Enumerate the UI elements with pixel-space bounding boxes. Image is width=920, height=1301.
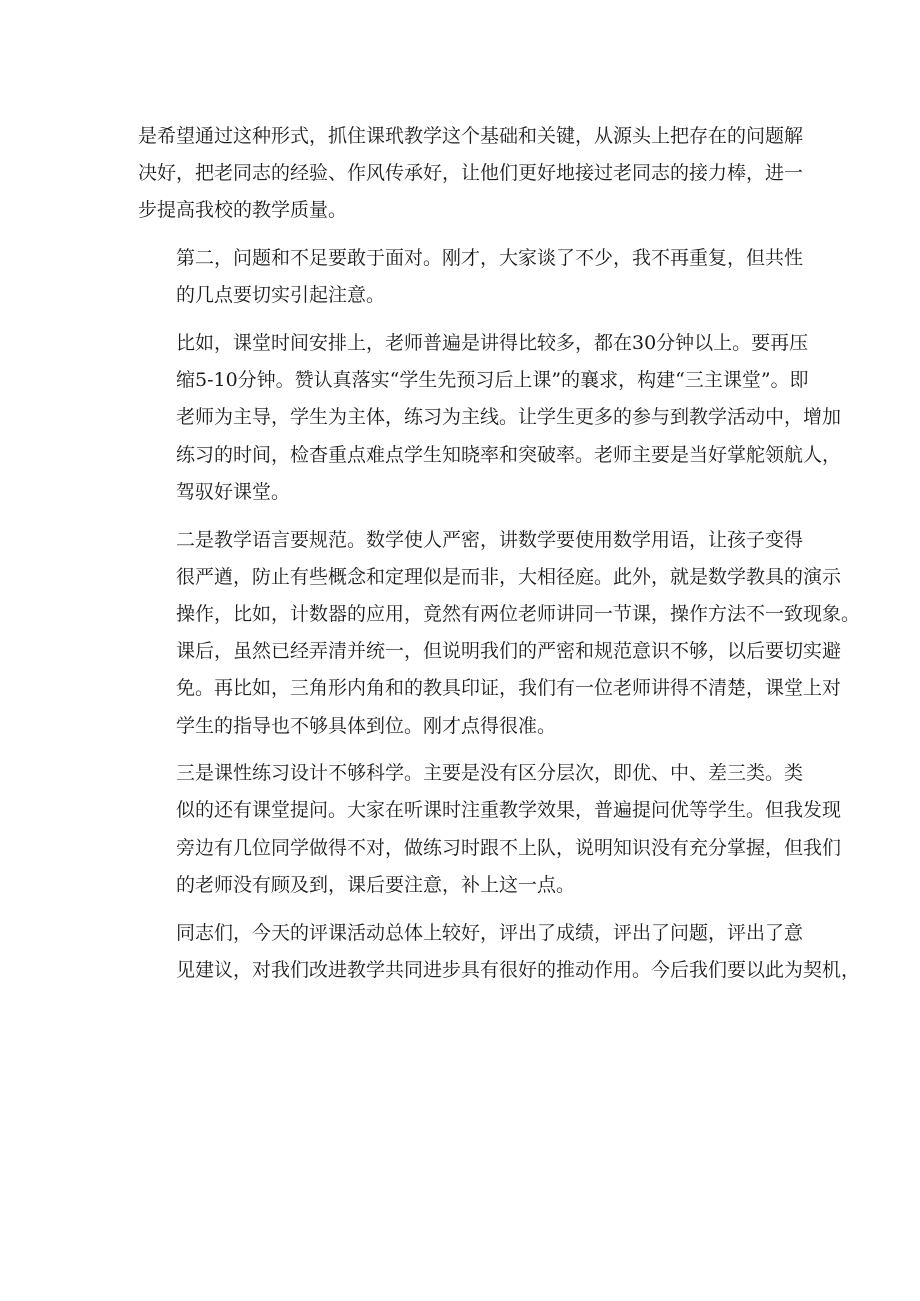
paragraph-line: 老师为主导，学生为主体，练习为主线。让学生更多的参与到教学活动中，增加 xyxy=(176,406,842,429)
paragraph-line: 似的还有课堂提问。大家在听课时注重教学效果，普遍提问优等学生。但我发现 xyxy=(176,799,842,822)
paragraph-line: 是希望通过这种形式，抓住课玳教学这个基础和关键，从源头上把存在的问题解 xyxy=(138,125,804,147)
paragraph-line: 学生的指导也不够具体到位。刚才点得很准。 xyxy=(176,714,557,737)
paragraph-line: 驾驭好课堂。 xyxy=(176,480,291,503)
paragraph-line: 第二，问题和不足要敢于面对。刚才，大家谈了不少，我不再重复，但共性 xyxy=(176,247,804,270)
document-body xyxy=(138,118,861,999)
paragraph-5 xyxy=(138,755,842,904)
paragraph-6 xyxy=(138,915,861,989)
paragraph-line: 二是教学语言要规范。数学使人严密，讲数学要使用数学用语，让孩子变得 xyxy=(176,528,804,551)
paragraph-line: 旁边有几位同学做得不对，做练习时跟不上队，说明知识没有充分掌握，但我们 xyxy=(176,836,842,859)
paragraph-line: 见建议，对我们改进教学共同进步具有很好的推动作用。今后我们要以此为契机， xyxy=(176,958,861,981)
paragraph-line: 三是课性练习设计不够科学。主要是没有区分层次，即优、中、差三类。类 xyxy=(176,762,804,785)
paragraph-line: 很严遒，防止有些概念和定理似是而非，大相径庭。此外，就是数学教具的演示 xyxy=(176,565,842,588)
paragraph-line: 缩5-10分钟。赞认真落实“学生先预习后上课”的襄求，构建“三主课堂”。即 xyxy=(176,369,809,392)
paragraph-line: 操作，比如，计数器的应用，竟然有两位老师讲同一节课，操作方法不一致现象。 xyxy=(176,602,861,625)
paragraph-line: 决好，把老同志的经验、作风传承好，让他们更好地接过老同志的接力棒，进一 xyxy=(138,162,804,185)
paragraph-2 xyxy=(138,240,804,314)
paragraph-4 xyxy=(138,522,861,745)
paragraph-1 xyxy=(138,118,804,230)
paragraph-line: 免。再比如，三角形内角和的教具印证，我们有一位老师讲得不清楚，课堂上对 xyxy=(176,677,842,700)
paragraph-3 xyxy=(138,325,842,511)
paragraph-line: 同志们，今天的评课活动总体上较好，评出了成绩，评出了问题，评出了意 xyxy=(176,921,804,944)
paragraph-line: 的几点要切实引起注意。 xyxy=(176,284,386,307)
paragraph-line: 比如，课堂时间安排上，老师普遍是讲得比较多，都在30分钟以上。要再压 xyxy=(176,332,809,355)
paragraph-line: 步提高我校的教学质量。 xyxy=(138,199,348,222)
paragraph-line: 课后，虽然已经弄清并统一，但说明我们的严密和规范意识不够，以后要切实避 xyxy=(176,640,842,663)
paragraph-line: 的老师没有顾及到，课后要注意，补上这一点。 xyxy=(176,873,576,896)
paragraph-line: 练习的时间，检杳重点难点学生知晓率和突破率。老师主要是当好掌舵领航人， xyxy=(176,443,842,466)
